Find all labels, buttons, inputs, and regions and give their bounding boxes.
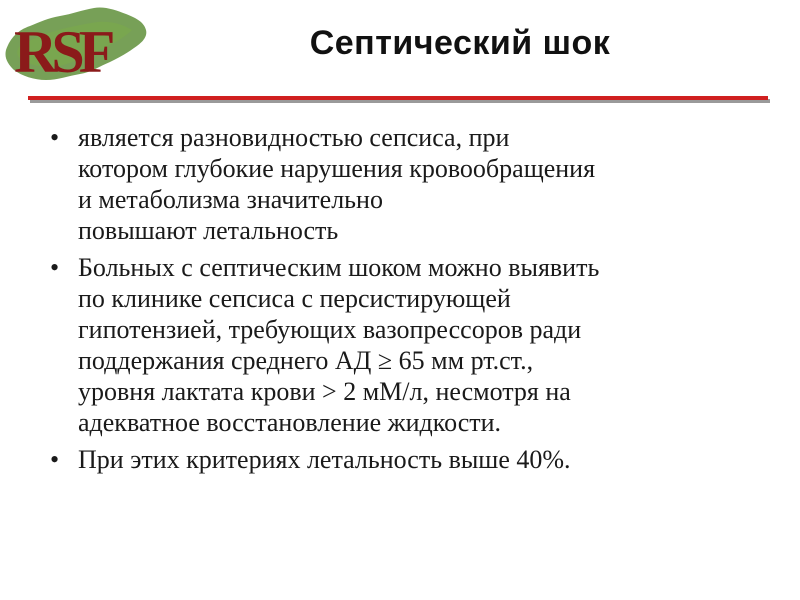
list-item: [50, 122, 780, 246]
underline-red: [28, 96, 768, 100]
list-item: [50, 444, 780, 475]
bullet-marker: •: [50, 253, 60, 282]
bullet-marker: •: [50, 123, 60, 152]
bullet-text: Больных с септическим шоком можно выявить по клинике сепсиса с персистирующей гипотензией, требующих вазопрессоров ради поддержания среднего АД ≥ 65 мм рт.ст., уровня лактата крови > 2 мМ/л, несмотря на адекватное восстановление жидкости.: [78, 253, 600, 437]
bullet-text: является разновидностью сепсиса, при котором глубокие нарушения кровообращения и метаболизма значительно повышают летальность: [78, 123, 596, 245]
logo-letters: RSF: [14, 19, 110, 85]
bullet-list: [50, 122, 780, 481]
title-underline: [28, 96, 770, 103]
bullet-marker: •: [50, 445, 60, 474]
bullet-text: При этих критериях летальность выше 40%.: [78, 445, 571, 474]
slide-title: Септический шок: [309, 24, 611, 62]
rsf-logo: [0, 0, 150, 90]
list-item: [50, 252, 780, 438]
